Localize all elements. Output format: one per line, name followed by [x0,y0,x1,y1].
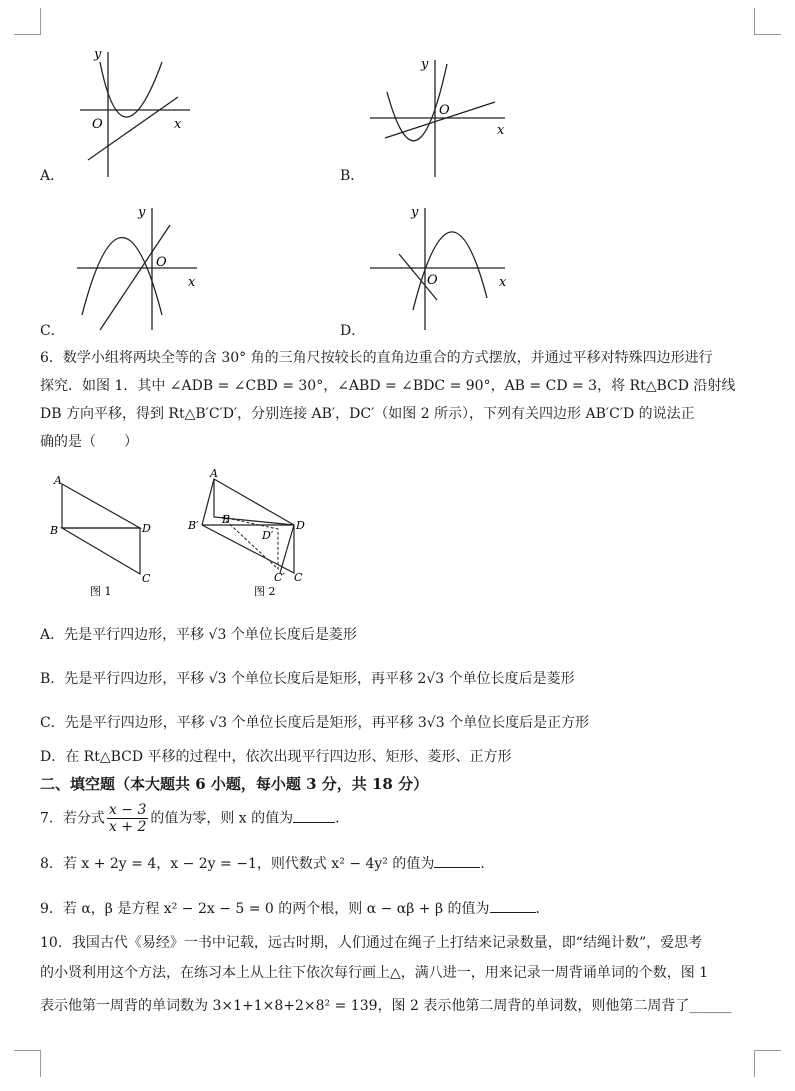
fraction-denominator: x + 2 [108,819,147,835]
x-label: x [174,117,182,132]
option-b-label: B． [340,168,365,184]
point-c-label: C [294,571,303,584]
section-title: 二、填空题（本大题共 6 小题，每小题 3 分，共 18 分） [40,775,429,793]
q6-option-a: A．先是平行四边形，平移 √3 个单位长度后是菱形 [40,627,357,643]
y-label: y [94,47,102,62]
y-label: y [411,205,419,220]
origin-label: O [427,273,438,288]
origin-label: O [439,103,450,118]
option-a-label: A． [40,168,65,184]
q6-stem-line-3: DB 方向平移，得到 Rt△B′C′D′，分别连接 AB′，DC′（如图 2 所示），下列有关四边形 AB′C′D 的说法正 [40,406,695,422]
question-8 [40,853,494,873]
segment-dc1 [280,525,294,573]
point-a-label: A [54,474,62,487]
q6-option-d: D．在 Rt△BCD 平移的过程中，依次出现平行四边形、矩形、菱形、正方形 [40,749,512,765]
q6-stem-line-2: 探究．如图 1．其中 ∠ADB = ∠CBD = 30°，∠ABD = ∠BDC = 90°，AB = CD = 3，将 Rt△BCD 沿射线 [40,378,736,394]
point-d-label: D [142,522,151,535]
point-d1-label: D′ [262,529,274,542]
point-a-label: A [210,467,218,480]
triangle-bcd [62,528,140,574]
figure-1 [44,468,164,600]
figure-2-caption: 图 2 [254,585,276,598]
point-b-label: B [50,524,59,537]
q7-suffix: 的值为零，则 x 的值为 [150,810,294,827]
parabola [413,232,487,310]
q9-text: 9．若 α，β 是方程 x² − 2x − 5 = 0 的两个根，则 α − αβ + β 的值为 [40,901,490,917]
q7-prefix: 7．若分式 [40,810,105,827]
graph-option-d [365,200,515,335]
answer-blank[interactable] [293,808,335,823]
point-b-label: B [222,513,231,526]
point-c1-label: C′ [274,571,285,584]
option-d-label: D． [340,323,366,339]
x-label: x [497,123,505,138]
q8-text: 8．若 x + 2y = 4，x − 2y = −1，则代数式 x² − 4y² 的值为 [40,856,435,872]
parabola [100,62,162,117]
q8-end: ． [480,856,495,872]
x-label: x [499,275,507,290]
question-9 [40,898,550,918]
q7-end: ． [335,810,350,827]
straight-line [100,225,170,330]
point-b1-label: B′ [188,519,199,532]
crop-mark-bottom-left [14,1050,41,1077]
q10-line-2: 的小贤利用这个方法，在练习本上从上往下依次每行画上△，满八进一，用来记录一周背诵单词的个数，图 1 [40,965,709,981]
q6-stem-line-1: 6．数学小组将两块全等的含 30° 角的三角尺按较长的直角边重合的方式摆放，并通过平移对特殊四边形进行 [40,350,713,366]
q9-end: ． [535,901,550,917]
q10-line-3: 表示他第一周背的单词数为 3×1+1×8+2×8² = 139，图 2 表示他第二周背的单词数，则他第二周背了______ [40,998,732,1014]
point-d-label: D [296,519,305,532]
q6-option-c: C．先是平行四边形，平移 √3 个单位长度后是矩形，再平移 3√3 个单位长度后是正方形 [40,715,590,731]
answer-blank[interactable] [434,853,480,868]
figure-1-caption: 图 1 [90,585,112,598]
x-label: x [188,275,196,290]
figure-2 [182,465,322,600]
answer-blank[interactable] [490,898,536,913]
q6-stem-line-4: 确的是（ ） [40,434,138,450]
graph-option-a [70,42,200,182]
parabola [82,238,162,316]
y-label: y [138,205,146,220]
fraction-numerator: x − 3 [108,802,147,818]
q10-line-1: 10．我国古代《易经》一书中记载，远古时期，人们通过在绳子上打结来记录数量，即“结绳计数”，爱思考 [40,935,703,951]
q6-option-b: B．先是平行四边形，平移 √3 个单位长度后是矩形，再平移 2√3 个单位长度后是菱形 [40,671,575,687]
point-c-label: C [142,572,151,585]
crop-mark-bottom-right [754,1050,781,1077]
parabola [387,64,447,141]
triangle-b1c1d1-outline [202,525,294,573]
origin-label: O [92,117,103,132]
fraction [107,802,148,835]
y-label: y [421,57,429,72]
origin-label: O [156,255,167,270]
crop-mark-top-right [754,8,781,35]
option-c-label: C． [40,323,65,339]
graph-option-c [72,200,207,335]
graph-option-b [365,52,510,182]
crop-mark-top-left [14,8,41,35]
segment-ab1 [202,479,214,525]
triangle-abd [62,484,140,528]
question-7 [40,802,349,835]
